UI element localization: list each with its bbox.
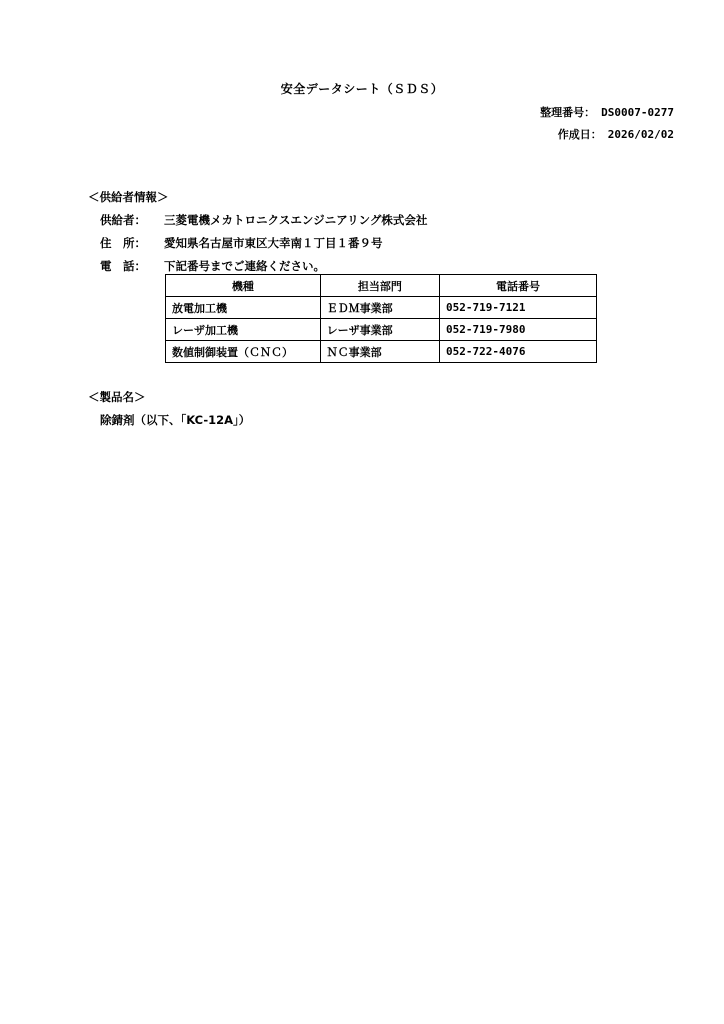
cell-phone: 052-722-4076 xyxy=(440,341,597,363)
control-number-label: 整理番号： xyxy=(540,106,596,119)
cell-model: 放電加工機 xyxy=(166,297,321,319)
address-value: 愛知県名古屋市東区大幸南１丁目１番９号 xyxy=(164,236,383,250)
control-number xyxy=(540,104,674,120)
control-number-value: DS0007-0277 xyxy=(601,106,674,119)
document-title: 安全データシート（ＳＤＳ） xyxy=(280,82,444,96)
table-row xyxy=(166,341,597,363)
cell-model: 数値制御装置（ＣＮＣ） xyxy=(166,341,321,363)
address-row xyxy=(100,235,383,251)
product-name: 除錆剤（以下、「KC-12A」） xyxy=(100,413,251,427)
supplier-label: 供給者： xyxy=(100,213,146,227)
header-department: 担当部門 xyxy=(320,275,439,297)
header-model: 機種 xyxy=(166,275,321,297)
phone-label: 電 話： xyxy=(100,259,146,273)
created-date-label: 作成日： xyxy=(557,128,602,141)
created-date xyxy=(558,126,674,142)
supplier-row xyxy=(100,212,427,228)
created-date-value: 2026/02/02 xyxy=(607,128,674,141)
cell-department: レーザ事業部 xyxy=(320,319,439,341)
product-section-heading: ＜製品名＞ xyxy=(88,390,146,404)
contact-table xyxy=(165,274,597,363)
address-label: 住 所： xyxy=(100,236,146,250)
table-header-row xyxy=(166,275,597,297)
phone-row xyxy=(100,258,325,274)
table-row xyxy=(166,297,597,319)
cell-phone: 052-719-7121 xyxy=(440,297,597,319)
cell-model: レーザ加工機 xyxy=(166,319,321,341)
header-phone: 電話番号 xyxy=(440,275,597,297)
cell-department: ＥＤＭ事業部 xyxy=(320,297,439,319)
cell-department: ＮＣ事業部 xyxy=(320,341,439,363)
phone-value: 下記番号までご連絡ください。 xyxy=(164,259,325,273)
supplier-section-heading: ＜供給者情報＞ xyxy=(88,190,169,204)
cell-phone: 052-719-7980 xyxy=(440,319,597,341)
supplier-value: 三菱電機メカトロニクスエンジニアリング株式会社 xyxy=(164,213,428,227)
table-row xyxy=(166,319,597,341)
